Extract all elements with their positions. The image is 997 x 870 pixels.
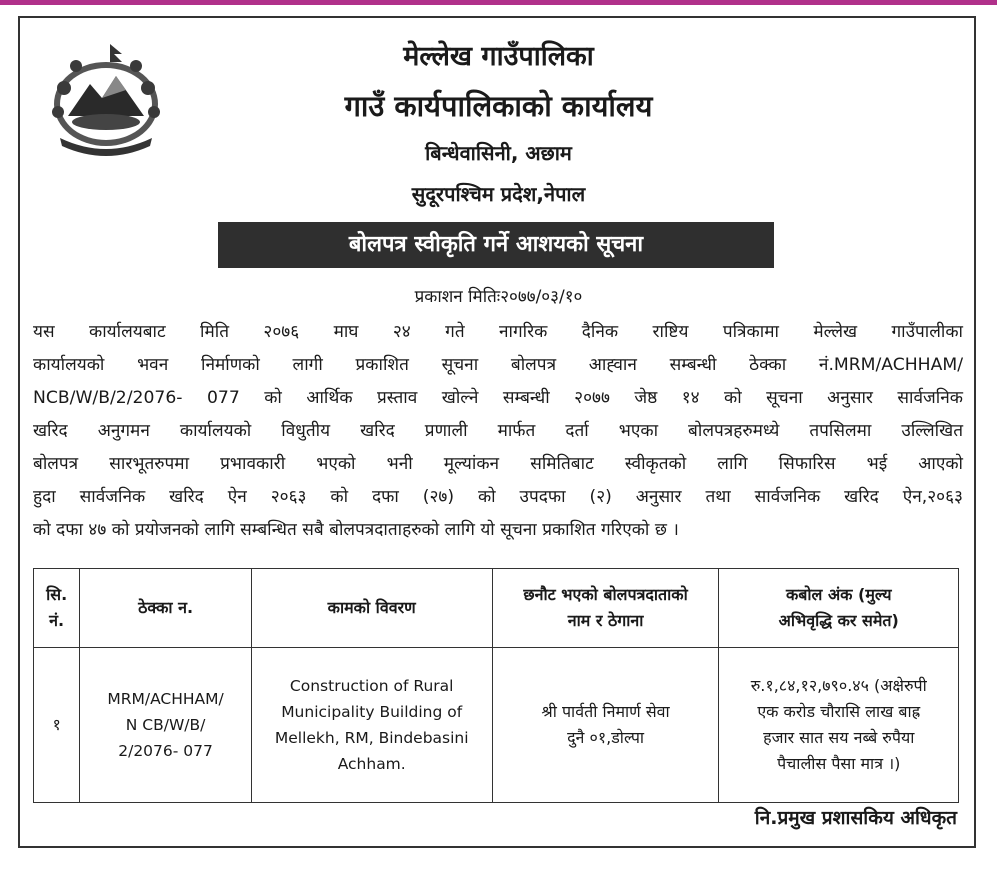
header-bidder: छनौट भएको बोलपत्रदाताको नाम र ठेगाना [492, 569, 719, 648]
table-header-row [34, 569, 959, 648]
body-line: NCB/W/B/2/2076- 077 को आर्थिक प्रस्ताव खोल्ने सम्बन्धी २०७७ जेष्ठ १४ को सूचना अनुसार सार्वजनिक [33, 388, 963, 408]
body-line: यस कार्यालयबाट मिति २०७६ माघ २४ गते नागरिक दैनिक राष्टिय पत्रिकामा मेल्लेख गाउँपालीका [33, 322, 963, 342]
cell-contract-no: MRM/ACHHAM/ N CB/W/B/ 2/2076- 077 [80, 648, 251, 803]
cell-work-desc: Construction of Rural Municipality Building of Mellekh, RM, Bindebasini Achham. [251, 648, 492, 803]
notice-title: बोलपत्र स्वीकृति गर्ने आशयको सूचना [218, 222, 774, 268]
notice-body [33, 316, 963, 547]
body-line: को दफा ४७ को प्रयोजनको लागि सम्बन्धित सबै बोलपत्रदाताहरुको लागि यो सूचना प्रकाशित गरिएको छ । [33, 520, 679, 540]
office-province: सुदूरपश्चिम प्रदेश,नेपाल [411, 182, 586, 206]
body-line: बोलपत्र सारभूतरुपमा प्रभावकारी भएको भनी मूल्यांकन समितिबाट स्वीकृतको लागि सिफारिस भई आएको [33, 454, 963, 474]
header-work-desc: कामको विवरण [251, 569, 492, 648]
top-accent-rule [0, 0, 997, 5]
cell-amount: रु.१,८४,१२,७९०.४५ (अक्षेरुपी एक करोड चौरासि लाख बाह्र हजार सात सय नब्बे रुपैया पैचालीस पैसा मात्र ।) [719, 648, 959, 803]
body-line: कार्यालयको भवन निर्माणको लागी प्रकाशित सूचना बोलपत्र आह्‍वान सम्बन्धी ठेक्का नं.MRM/ACHHAM/ [33, 355, 963, 375]
award-table [33, 568, 959, 803]
publish-date: प्रकाशन मितिः२०७७/०३/१० [414, 287, 583, 307]
body-line: हुदा सार्वजनिक खरिद ऐन २०६३ को दफा (२७) को उपदफा (२) अनुसार तथा सार्वजनिक खरिद ऐन,२०६३ [33, 487, 963, 507]
office-subtitle: गाउँ कार्यपालिकाको कार्यालय [344, 89, 653, 123]
office-address: बिन्धेवासिनी, अछाम [425, 141, 572, 165]
header-contract-no: ठेक्का न. [80, 569, 251, 648]
body-line: खरिद अनुगमन कार्यालयको विधुतीय खरिद प्रणाली मार्फत दर्ता भएका बोलपत्रहरुमध्ये तपसिलमा उल्लिखित [33, 421, 963, 441]
office-name: मेल्लेख गाउँपालिका [403, 41, 594, 72]
header-sn: सि. नं. [34, 569, 80, 648]
cell-sn: १ [34, 648, 80, 803]
table-row [34, 648, 959, 803]
cell-bidder: श्री पार्वती निमार्ण सेवा दुनै ०१,डोल्पा [492, 648, 719, 803]
signoff-officer: नि.प्रमुख प्रशासकिय अधिकृत [754, 807, 957, 829]
header-amount: कबोल अंक (मुल्य अभिवृद्धि कर समेत) [719, 569, 959, 648]
